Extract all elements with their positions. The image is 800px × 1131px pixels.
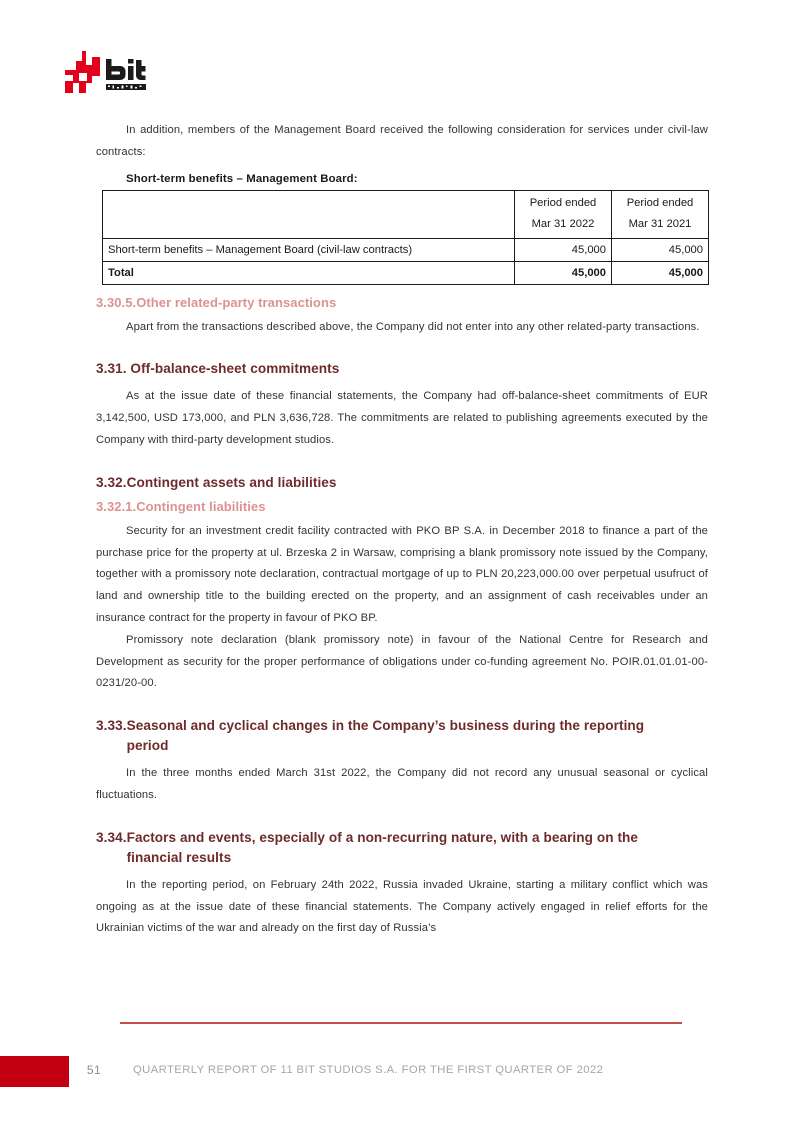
footer-title: QUARTERLY REPORT OF 11 BIT STUDIOS S.A. FOR THE FIRST QUARTER OF 2022: [133, 1064, 604, 1076]
header-2022-line2: Mar 31 2022: [531, 218, 595, 231]
page-number: 51: [86, 1063, 102, 1077]
heading-3-32-1: [96, 497, 708, 516]
paragraph-3-32-1-b: Promissory note declaration (blank promissory note) in favour of the National Centre for Research and Development as security for the proper performance of obligations under co-funding agreement No. POIR.01.01.01-00-0231/20-00.: [96, 633, 708, 690]
heading-3-33-number: 3.33.: [96, 718, 127, 734]
table-row: [103, 238, 709, 261]
heading-3-34-number: 3.34.: [96, 829, 127, 845]
heading-3-31-title: Off-balance-sheet commitments: [130, 361, 340, 377]
page-footer: [0, 1011, 800, 1131]
footer-divider: [120, 1022, 682, 1024]
page-header: [0, 0, 800, 118]
total-value-2022: 45,000: [515, 261, 612, 284]
header-cell-label: [103, 190, 515, 238]
heading-3-30-5: [96, 293, 708, 312]
heading-3-32-title: Contingent assets and liabilities: [126, 474, 337, 490]
header-2021-line2: Mar 31 2021: [628, 218, 692, 231]
header-cell-2022: [515, 190, 612, 238]
heading-3-31: [96, 359, 708, 379]
paragraph-3-34: In the reporting period, on February 24th 2022, Russia invaded Ukraine, starting a military conflict which was ongoing as at the issue date of these financial statements. The Company actively engaged in relief efforts for the Ukrainian victims of the war and already on the first day of Russia’s: [96, 878, 708, 935]
intro-paragraph: In addition, members of the Management Board received the following consideration for services under civil-law contracts:: [96, 124, 708, 158]
heading-3-30-5-number: 3.30.5.: [96, 294, 137, 310]
paragraph-3-32-1-a: Security for an investment credit facility contracted with PKO BP S.A. in December 2018 to finance a part of the purchase price for the property at ul. Brzeska 2 in Warsaw, comprising a blank promissory note issued by the Company, together with a promissory note declaration, contractual mortgage of up to PLN 20,223,000.00 over perpetual usufruct of land and ownership title to the building erected on the property, and an assignment of cash receivables under an insurance contract for the property in favour of PKO BP.: [96, 524, 708, 624]
paragraph-3-31: As at the issue date of these financial statements, the Company had off-balance-sheet commitments of EUR 3,142,500, USD 173,000, and PLN 3,636,728. The commitments are related to publishing agreements executed by the Company with third-party development studios.: [96, 390, 708, 446]
table-caption: Short-term benefits – Management Board:: [126, 172, 358, 185]
row-value-2021: 45,000: [612, 238, 709, 261]
paragraph-3-30-5: Apart from the transactions described above, the Company did not enter into any other related-party transactions.: [126, 320, 700, 333]
document-content: [96, 120, 708, 940]
header-cell-2021: [612, 190, 709, 238]
short-term-benefits-table: [102, 190, 709, 285]
table-header-row: [103, 190, 709, 238]
11-bit-studios-logo: [64, 50, 148, 94]
heading-3-34: [96, 828, 708, 868]
heading-3-32-number: 3.32.: [96, 474, 127, 490]
heading-3-30-5-title: Other related-party transactions: [136, 294, 337, 310]
header-2022-line1: Period ended: [529, 197, 597, 210]
header-2021-line1: Period ended: [626, 197, 694, 210]
heading-3-34-title: Factors and events, especially of a non-recurring nature, with a bearing on the financial results: [126, 829, 639, 865]
heading-3-33: [96, 716, 708, 756]
heading-3-32-1-title: Contingent liabilities: [136, 498, 266, 514]
total-value-2021: 45,000: [612, 261, 709, 284]
heading-3-33-title: Seasonal and cyclical changes in the Company’s business during the reporting period: [126, 718, 645, 754]
row-value-2022: 45,000: [515, 238, 612, 261]
total-label: Total: [103, 261, 515, 284]
paragraph-3-33: In the three months ended March 31st 2022, the Company did not record any unusual seasonal or cyclical fluctuations.: [96, 767, 708, 801]
heading-3-32: [96, 473, 708, 493]
table-row-total: [103, 261, 709, 284]
heading-3-32-1-number: 3.32.1.: [96, 498, 137, 514]
row-label: Short-term benefits – Management Board (civil-law contracts): [103, 238, 515, 261]
heading-3-31-number: 3.31.: [96, 361, 131, 377]
footer-red-block: [0, 1056, 69, 1087]
